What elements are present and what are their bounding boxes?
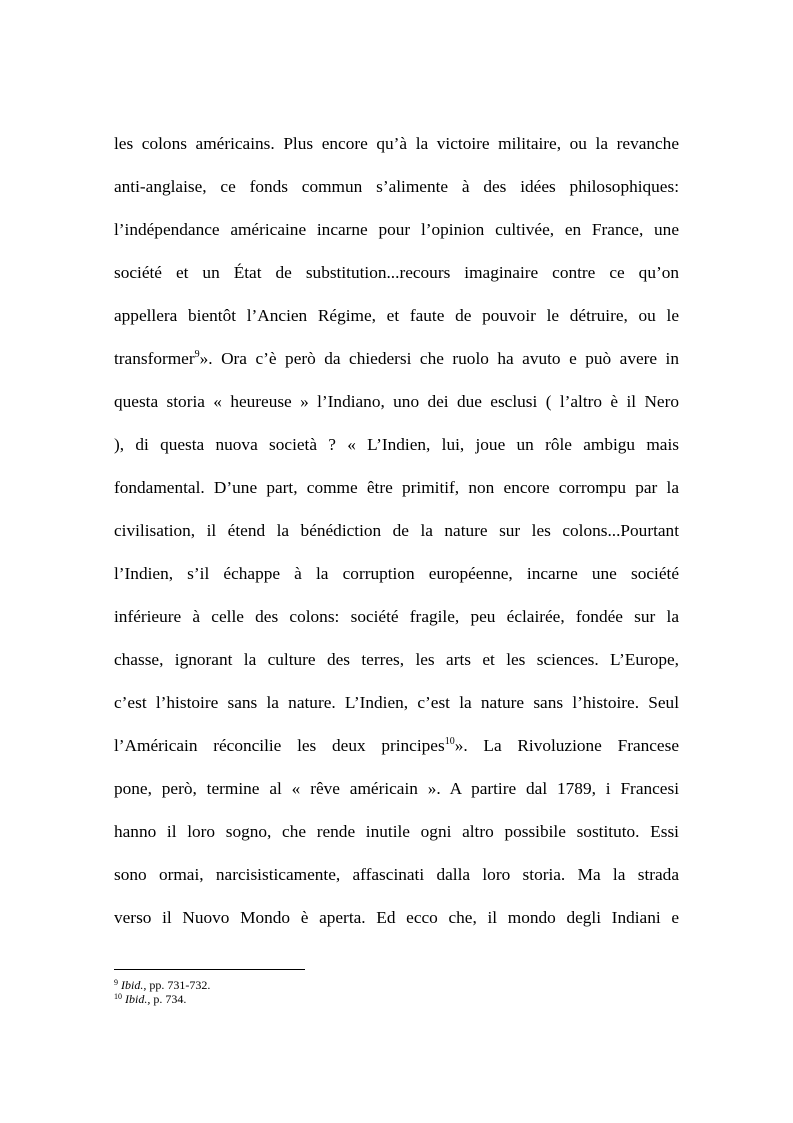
- footnote-source: Ibid.,: [125, 992, 151, 1006]
- footnote-pages: pp. 731-732.: [146, 978, 211, 992]
- footnote-10: [114, 992, 679, 1006]
- text-line: fondamental. D’une part, comme être primitif, non encore corrompu par la: [114, 478, 679, 497]
- text-line: chasse, ignorant la culture des terres, les arts et les sciences. L’Europe,: [114, 650, 679, 669]
- text-line: c’est l’histoire sans la nature. L’Indien, c’est la nature sans l’histoire. Seul: [114, 693, 679, 712]
- footnote-number: 9: [114, 978, 118, 987]
- text-line: société et un État de substitution...recours imaginaire contre ce qu’on: [114, 263, 679, 282]
- text-segment: transformer: [114, 349, 195, 368]
- footnote-source: Ibid.,: [121, 978, 147, 992]
- text-line: les colons américains. Plus encore qu’à la victoire militaire, ou la revanche: [114, 134, 679, 153]
- text-line: [114, 731, 679, 774]
- footnote-pages: p. 734.: [150, 992, 187, 1006]
- footnote-ref-10[interactable]: 10: [444, 736, 455, 747]
- text-line: [114, 344, 679, 387]
- footnote-ref-9[interactable]: 9: [194, 349, 200, 360]
- text-segment: ». Ora c’è però da chiedersi che ruolo ha avuto e può avere in: [199, 349, 679, 368]
- text-segment: l’Américain réconcilie les deux principes: [114, 736, 445, 755]
- footnote-9: [114, 978, 679, 992]
- text-line: inférieure à celle des colons: société fragile, peu éclairée, fondée sur la: [114, 607, 679, 626]
- text-line: sono ormai, narcisisticamente, affascinati dalla loro storia. Ma la strada: [114, 865, 679, 884]
- text-line: l’indépendance américaine incarne pour l’opinion cultivée, en France, une: [114, 220, 679, 239]
- footnotes: [114, 978, 679, 1006]
- text-line: verso il Nuovo Mondo è aperta. Ed ecco che, il mondo degli Indiani e: [114, 908, 679, 927]
- footnote-separator: [114, 969, 305, 970]
- footnote-number: 10: [114, 992, 122, 1001]
- text-line: questa storia « heureuse » l’Indiano, uno dei due esclusi ( l’altro è il Nero: [114, 392, 679, 411]
- text-line: ), di questa nuova società ? « L’Indien, lui, joue un rôle ambigu mais: [114, 435, 679, 454]
- body-text: [114, 129, 679, 946]
- text-line: civilisation, il étend la bénédiction de la nature sur les colons...Pourtant: [114, 521, 679, 540]
- text-line: l’Indien, s’il échappe à la corruption européenne, incarne une société: [114, 564, 679, 583]
- text-line: pone, però, termine al « rêve américain ». A partire dal 1789, i Francesi: [114, 779, 679, 798]
- text-line: hanno il loro sogno, che rende inutile ogni altro possibile sostituto. Essi: [114, 822, 679, 841]
- text-line: appellera bientôt l’Ancien Régime, et faute de pouvoir le détruire, ou le: [114, 306, 679, 325]
- text-segment: ». La Rivoluzione Francese: [454, 736, 679, 755]
- text-line: anti-anglaise, ce fonds commun s’alimente à des idées philosophiques:: [114, 177, 679, 196]
